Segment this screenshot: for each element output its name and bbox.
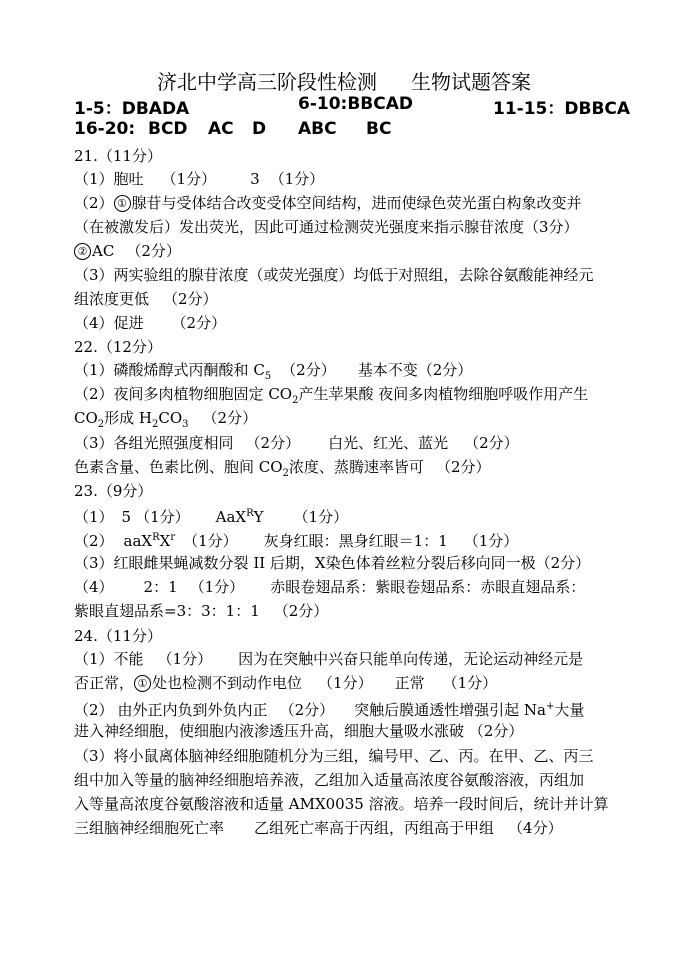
mc-1-5: 1-5：DBADA bbox=[74, 99, 190, 119]
q22-answer-3-line1: （3）各组光照强度相同 （2分） 白光、红光、蓝光 （2分） bbox=[74, 434, 519, 452]
q22-answer-2-line1: （2）夜间多肉植物细胞固定 $CO_2$产生苹果酸 夜间多肉植物细胞呼吸作用产生 bbox=[74, 385, 589, 406]
q24-answer-3-line4: 三组脑神经细胞死亡率 乙组死亡率高于丙组，丙组高于甲组 （4分） bbox=[74, 819, 563, 837]
q21-answer-3-line1: （3）两实验组的腺苷浓度（或荧光强度）均低于对照组，去除谷氨酸能神经元 bbox=[74, 266, 594, 284]
q24-answer-1-line1: （1）不能 （1分） 因为在突触中兴奋只能单向传递，无论运动神经元是 bbox=[74, 650, 584, 668]
circled-1-glyph: ① bbox=[134, 675, 151, 692]
mc-16-20-label: 16-20: bbox=[74, 119, 136, 139]
q21-answer-2-line2: （在被激发后）发出荧光，因此可通过检测荧光强度来指示腺苷浓度（3分） bbox=[74, 218, 579, 236]
circled-1-glyph: ① bbox=[114, 195, 131, 212]
title-school: 济北中学高三阶段性检测 bbox=[157, 70, 377, 94]
q23-answer-3: （3）红眼雌果蝇减数分裂 II 后期，X染色体着丝粒分裂后移向同一极（2分） bbox=[74, 554, 591, 572]
mc-19: ABC bbox=[298, 119, 337, 139]
q24-answer-3-line2: 组中加入等量的脑神经细胞培养液，乙组加入适量高浓度谷氨酸溶液，丙组加 bbox=[74, 771, 585, 789]
q23-answer-1: （1） 5 （1分） AaX$^R$Y （1分） bbox=[74, 508, 349, 526]
q22-answer-3-line2: 色素含量、色素比例、胞间 $CO_2$浓度、蒸腾速率皆可 （2分） bbox=[74, 458, 491, 479]
title-subject: 生物试题答案 bbox=[411, 70, 531, 94]
q22-answer-2-line2: $CO_2$形成 $H_2CO_3$ （2分） bbox=[74, 409, 258, 430]
q22-head: 22.（12分） bbox=[74, 338, 162, 356]
q21-answer-2-line3: ② AC （2分） bbox=[74, 241, 181, 261]
q24-answer-3-line1: （3）将小鼠离体脑神经细胞随机分为三组，编号甲、乙、丙。在甲、乙、丙三 bbox=[74, 747, 594, 765]
q21-answer-1: （1）胞吐 （1分） 3 （1分） bbox=[74, 170, 325, 188]
q21-answer-2-line1: （2） ① 腺苷与受体结合改变受体空间结构，进而使绿色荧光蛋白构象改变并 bbox=[74, 194, 582, 212]
q23-answer-2: （2） $aaX^RX^r$ （1分） 灰身红眼：黑身红眼＝1：1 （1分） bbox=[74, 532, 519, 550]
q23-answer-4-line1: （4） 2：1 （1分） 赤眼卷翅品系：紫眼卷翅品系：赤眼直翅品系： bbox=[74, 578, 586, 596]
q22-answer-1: （1）磷酸烯醇式丙酮酸和 $C_5$ （2分） 基本不变（2分） bbox=[74, 361, 473, 382]
mc-6-10: 6-10:BBCAD bbox=[298, 94, 413, 114]
document-title bbox=[0, 66, 688, 95]
mc-16: BCD bbox=[148, 119, 188, 139]
q23-answer-4-line2: 紫眼直翅品系=3：3：1：1 （2分） bbox=[74, 602, 329, 620]
mc-20: BC bbox=[366, 119, 392, 139]
q21-answer-3-line2: 组浓度更低 （2分） bbox=[74, 290, 218, 308]
q24-answer-3-line3: 入等量高浓度谷氨酸溶液和适量 AMX0035 溶液。培养一段时间后，统计并计算 bbox=[74, 795, 609, 813]
q21-answer-4: （4）促进 （2分） bbox=[74, 314, 227, 332]
q24-head: 24.（11分） bbox=[74, 627, 162, 645]
mc-17: AC bbox=[208, 119, 234, 139]
q24-answer-2-line2: 进入神经细胞，使细胞内液渗透压升高，细胞大量吸水涨破 （2分） bbox=[74, 722, 524, 740]
q23-head: 23.（9分） bbox=[74, 482, 153, 500]
mc-11-15: 11-15：DBBCA bbox=[493, 99, 631, 119]
q21-head: 21.（11分） bbox=[74, 147, 162, 165]
q24-answer-1-line2: 否正常， ① 处也检测不到动作电位 （1分） 正常 （1分） bbox=[74, 674, 498, 692]
mc-18: D bbox=[252, 119, 267, 139]
q24-answer-2-line1: （2） 由外正内负到外负内正 （2分） 突触后膜通透性增强引起 Na+大量 bbox=[74, 701, 585, 719]
circled-2-glyph: ② bbox=[74, 243, 91, 260]
